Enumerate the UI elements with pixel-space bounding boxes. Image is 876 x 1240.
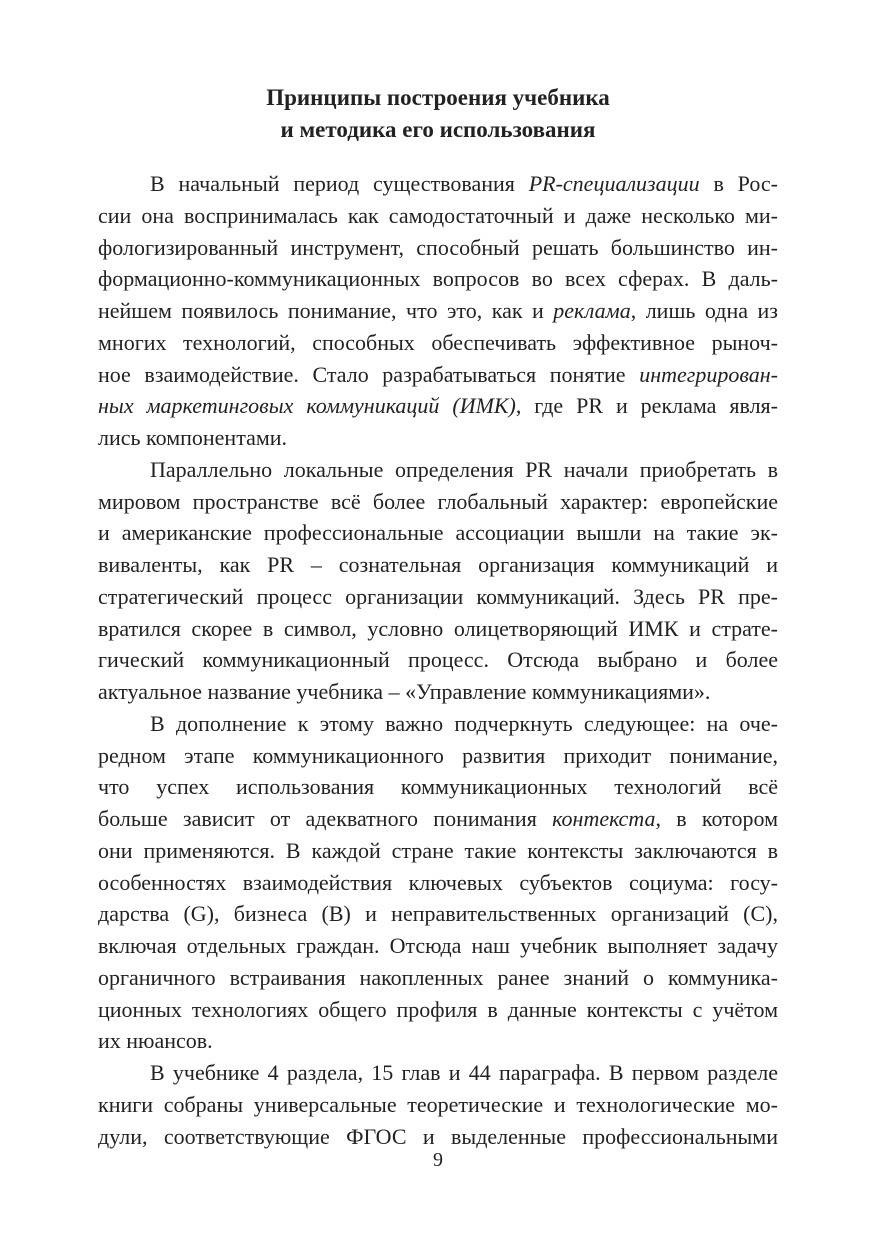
text-line: ных маркетинговых коммуникаций (ИМК), где PR и реклама явля- [98, 393, 778, 419]
text-line: они применяются. В каждой стране такие контексты заключаются в [98, 837, 778, 863]
text-line: редном этапе коммуникационного развития приходит понимание, [98, 742, 778, 768]
text-line: стратегический процесс организации коммуникаций. Здесь PR пре- [98, 583, 778, 609]
text-line: Параллельно локальные определения PR начали приобретать в [150, 456, 778, 482]
text-line: нейшем появилось понимание, что это, как и реклама, лишь одна из [98, 298, 778, 323]
text-line: органичного встраивания накопленных ранее знаний о коммуника- [98, 964, 778, 990]
text-line: В учебнике 4 раздела, 15 глав и 44 параграфа. В первом разделе [150, 1060, 778, 1085]
text-line: актуальное название учебника – «Управление коммуникациями». [98, 679, 711, 704]
emphasis-term: реклама [553, 298, 631, 323]
text-line: сии она воспринималась как самодостаточный и даже несколько ми- [98, 202, 778, 228]
text-line: книги собраны универсальные теоретические и технологические мо- [98, 1091, 778, 1117]
text-line: лись компонентами. [98, 425, 288, 450]
text-line: виваленты, как PR – сознательная организация коммуникаций и [98, 552, 778, 577]
chapter-title [98, 82, 778, 146]
paragraph [98, 708, 778, 1057]
emphasis-term: контекста [552, 806, 656, 831]
paragraph [98, 168, 778, 454]
text-line: мировом пространстве всё более глобальный характер: европейские [98, 488, 778, 514]
emphasis-term: интегрирован- [639, 361, 778, 387]
text-line: ное взаимодействие. Стало разрабатываться понятие интегрирован- [98, 361, 778, 387]
chapter-title-line-1: Принципы построения учебника [266, 85, 610, 110]
emphasis-term: ных маркетинговых коммуникаций (ИМК) [98, 393, 516, 419]
text-line: особенностях взаимодействия ключевых субъектов социума: госу- [98, 869, 778, 895]
text-line: В начальный период существования PR-специализации в Рос- [150, 171, 778, 196]
text-line: гический коммуникационный процесс. Отсюда выбрано и более [98, 647, 778, 673]
text-line: включая отдельных граждан. Отсюда наш учебник выполняет задачу [98, 933, 778, 958]
text-line: фологизированный инструмент, способный решать большинство ин- [98, 234, 778, 260]
page [98, 82, 778, 1152]
page-number: 9 [433, 1149, 443, 1171]
text-line: вратился скорее в символ, условно олицетворяющий ИМК и страте- [98, 615, 778, 641]
text-line: В дополнение к этому важно подчеркнуть следующее: на оче- [150, 710, 778, 736]
body-text [98, 168, 778, 1152]
text-line: многих технологий, способных обеспечивать эффективное рыноч- [98, 329, 778, 355]
text-line: их нюансов. [98, 1028, 213, 1054]
text-line: что успех использования коммуникационных технологий всё [98, 774, 778, 800]
text-line: дарства (G), бизнеса (B) и неправительственных организаций (C), [98, 901, 778, 927]
text-line: дули, соответствующие ФГОС и выделенные профессиональными [98, 1123, 778, 1149]
text-line: формационно-коммуникационных вопросов во всех сферах. В даль- [98, 266, 778, 292]
emphasis-term: PR-специализации [528, 171, 700, 196]
paragraph [98, 1057, 778, 1152]
text-line: и американские профессиональные ассоциации вышли на такие эк- [98, 520, 778, 546]
text-line: ционных технологиях общего профиля в данные контексты с учётом [98, 996, 778, 1022]
paragraph [98, 454, 778, 708]
text-line: больше зависит от адекватного понимания контекста, в котором [98, 806, 778, 831]
chapter-title-line-2: и методика его использования [280, 117, 596, 142]
